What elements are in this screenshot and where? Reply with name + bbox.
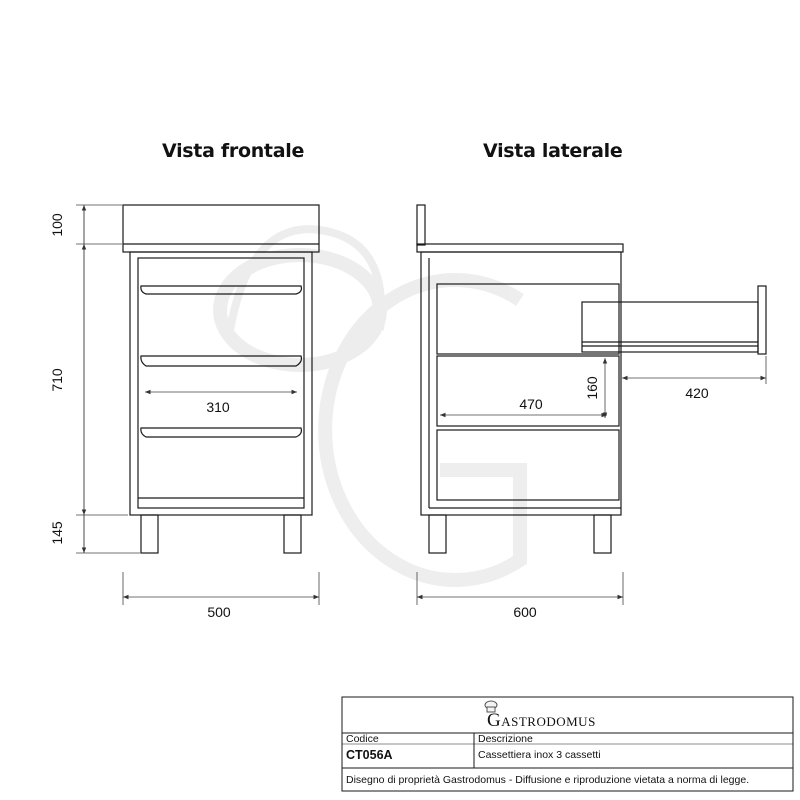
- dim-top-height: 100: [49, 213, 65, 237]
- front-leg-right: [284, 515, 301, 553]
- dim-body-height: 710: [49, 368, 65, 392]
- footer-note: Disegno di proprietà Gastrodomus - Diffusione e riproduzione vietata a norma di legge.: [346, 774, 750, 786]
- description-label: Descrizione: [478, 733, 533, 745]
- side-drawer-handle: [758, 286, 766, 354]
- side-drawer-extended: [582, 302, 758, 352]
- description-value: Cassettiera inox 3 cassetti: [478, 749, 601, 761]
- code-value: CT056A: [346, 748, 393, 762]
- dim-drawer-extension: 420: [685, 385, 709, 401]
- code-label: Codice: [346, 733, 379, 745]
- side-upstand: [417, 205, 425, 245]
- dim-drawer-depth: 470: [519, 396, 543, 412]
- side-leg-right: [594, 515, 611, 553]
- dim-drawer-height: 160: [584, 376, 600, 400]
- front-drawer-3: [141, 428, 302, 437]
- watermark-logo: [220, 229, 520, 580]
- dim-leg-height: 145: [49, 521, 65, 545]
- side-leg-left: [429, 515, 446, 553]
- front-leg-left: [141, 515, 158, 553]
- dim-front-width: 500: [207, 604, 231, 620]
- side-drawer-1: [437, 284, 619, 354]
- dim-front-inner-width: 310: [206, 399, 230, 415]
- side-worktop: [417, 244, 623, 252]
- side-view-title: Vista laterale: [483, 140, 623, 162]
- front-view-title: Vista frontale: [162, 140, 305, 162]
- dim-side-width: 600: [513, 604, 537, 620]
- brand-name: Gastrodomus: [487, 710, 596, 731]
